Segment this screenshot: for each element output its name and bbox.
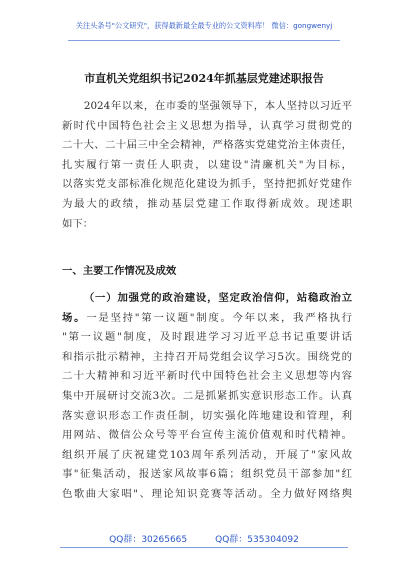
- subsection-heading-cont: 场。: [62, 311, 87, 324]
- intro-line: 如下：: [62, 217, 94, 230]
- intro-line: 新时代中国特色社会主义思想为指导，认真学习贯彻党的: [62, 119, 352, 132]
- paragraph-line: 集中开展研讨交流3次。二是抓紧抓实意识形态工作。认真: [62, 389, 352, 402]
- intro-paragraph: [62, 97, 352, 234]
- intro-line: 以落实党支部标准化规范化建设为抓手，坚持把抓好党建作: [62, 178, 352, 191]
- subsection-heading: （一）加强党的政治建设，坚定政治信仰，站稳政治立: [83, 292, 352, 304]
- header-divider: [68, 40, 340, 41]
- paragraph-line: "第一议题"制度，及时跟进学习习近平总书记重要讲话: [62, 331, 352, 344]
- paragraph-text: 一是坚持"第一议题"制度。今年以来，我严格执行: [86, 311, 352, 324]
- paragraph-line: [62, 309, 352, 329]
- paragraph-line: 二十大精神和习近平新时代中国特色社会主义思想等内容: [62, 370, 352, 383]
- paragraph-line: 用网站、微信公众号等平台宣传主流价值观和时代精神。: [62, 429, 352, 442]
- footer-contacts: [0, 532, 408, 545]
- work-paragraph: [62, 289, 352, 505]
- intro-line: 扎实履行第一责任人职责，以建设"清廉机关"为目标，: [62, 158, 352, 171]
- document-title: 市直机关党组织书记2024年抓基层党建述职报告: [84, 72, 324, 85]
- intro-line: 二十大、二十届三中全会精神，严格落实党建党治主体责任，: [62, 139, 352, 152]
- paragraph-line: 落实意识形态工作责任制，切实强化阵地建设和管理，利: [62, 409, 352, 422]
- footer-divider: [60, 547, 348, 548]
- paragraph-line: 组织开展了庆祝建党103周年系列活动，开展了"家风故: [62, 448, 352, 461]
- qq-group-1: QQ群：30265665: [109, 535, 188, 545]
- intro-line: 为最大的政绩，推动基层党建工作取得新成效。现述职: [62, 197, 352, 210]
- paragraph-line: 和指示批示精神，主持召开局党组会议学习5次。围绕党的: [62, 350, 352, 363]
- section-heading: 一、主要工作情况及成效: [62, 265, 177, 277]
- paragraph-line: 事"征集活动，报送家风故事6篇；组织党员干部参加"红: [62, 468, 352, 481]
- header-banner: 关注头条号"公文研究"，获得最新最全最专业的公文资料库！ 微信：gongwenyj: [75, 21, 333, 30]
- intro-line: 2024年以来，在市委的坚强领导下，本人坚持以习近平: [83, 100, 352, 112]
- paragraph-line: 色歌曲大家唱"、理论知识竞赛等活动。全力做好网络舆: [62, 487, 352, 500]
- qq-group-2: QQ群：535304092: [215, 535, 299, 545]
